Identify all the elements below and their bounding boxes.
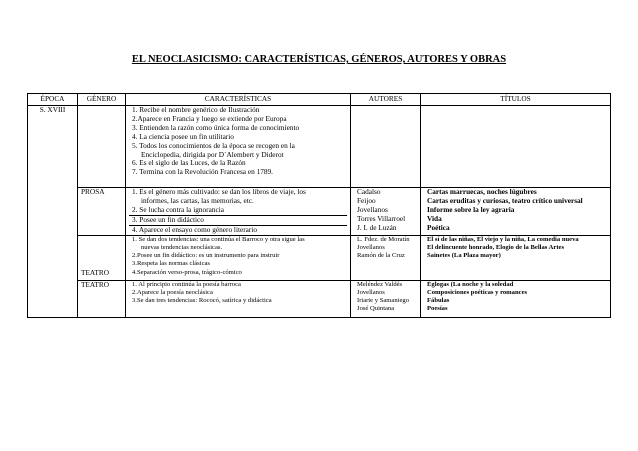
table-row — [28, 235, 611, 280]
work-title: El delincuente honrado, Elogio de la Bellas Artes — [427, 243, 565, 251]
characteristic-line: 6. Es el siglo de las Luces, de la Razón — [132, 159, 246, 168]
authors-cell — [351, 106, 421, 188]
author-name: Cadalso — [357, 188, 381, 196]
work-title: Cartas marruecas, noches lúgubres — [427, 188, 537, 196]
work-title: Églogas (La noche y la soledad — [427, 280, 514, 288]
characteristics-cell — [126, 235, 351, 280]
work-title: Cartas eruditas y curiosas, teatro crítico universal — [427, 196, 583, 205]
characteristic-line: 1. Se dan dos tendencias: una continúa el Barroco y otra sigue las — [132, 235, 305, 243]
author-name: Ramón de la Cruz — [357, 252, 405, 260]
author-name: Jovellanos — [357, 205, 388, 214]
author-name: J. I. de Luzán — [357, 223, 397, 232]
work-title: Informe sobre la ley agraria — [427, 205, 515, 214]
author-name: Feijoo — [357, 196, 376, 205]
genre-cell — [78, 106, 126, 188]
work-title: Poética — [427, 223, 450, 232]
characteristic-line: 2.Posee un fin didáctico: es un instrumento para instruir — [132, 252, 280, 260]
characteristic-line: 3.Respeta las normas clásicas — [132, 260, 211, 268]
characteristic-line: 2. Se lucha contra la ignorancia — [129, 206, 347, 216]
characteristic-line: Enciclopedia, dirigida por D´Alembert y Diderot — [141, 150, 284, 159]
work-title: Vida — [427, 214, 442, 223]
characteristic-line: informes, las cartas, las memorias, etc. — [141, 196, 254, 205]
author-name: L. Fdez. de Moratín — [357, 235, 410, 243]
characteristic-line: 3. Posee un fin didáctico — [129, 216, 347, 226]
genre-cell: PROSA — [78, 188, 126, 236]
characteristic-line: 4.Separación verso-prosa, trágico-cómico — [132, 268, 242, 276]
titles-cell — [421, 106, 611, 188]
characteristic-line: 3. Entienden la razón como única forma de conocimiento — [132, 123, 300, 132]
header-row — [28, 94, 611, 106]
page-title: EL NEOCLASICISMO: CARACTERÍSTICAS, GÉNEROS, AUTORES Y OBRAS — [131, 54, 507, 65]
header-caracteristicas: CARACTERÍSTICAS — [126, 94, 351, 106]
characteristic-line: 1. Es el género más cultivado: se dan los libros de viaje, los — [132, 188, 306, 196]
author-name: Jovellanos — [357, 288, 385, 296]
work-title: Fábulas — [427, 297, 450, 305]
epoch-cell: S. XVIII — [28, 106, 78, 318]
work-title: Sainetes (La Plaza mayor) — [427, 252, 501, 260]
authors-cell — [351, 188, 421, 236]
authors-cell — [351, 235, 421, 280]
header-autores: AUTORES — [351, 94, 421, 106]
characteristic-line: 7. Termina con la Revolución Francesa en 1789. — [132, 168, 273, 177]
authors-cell — [351, 280, 421, 317]
characteristic-line: 2.Aparece en Francia y luego se extiende por Europa — [132, 114, 287, 123]
work-title: Poesías — [427, 305, 448, 313]
author-name: Jovellanos — [357, 243, 385, 251]
characteristic-line: 1. Al principio continúa la poesía barroca — [132, 280, 241, 288]
genre-cell: TEATRO — [78, 280, 126, 317]
author-name: Meléndez Valdés — [357, 280, 403, 288]
titles-cell — [421, 235, 611, 280]
author-name: Iriarte y Samaniego — [357, 297, 409, 305]
genre-cell: TEATRO — [78, 235, 126, 280]
titles-cell — [421, 188, 611, 236]
characteristics-cell — [126, 280, 351, 317]
header-genero: GÉNERO — [78, 94, 126, 106]
author-name: José Quintana — [357, 305, 395, 313]
table-row — [28, 106, 611, 188]
titles-cell — [421, 280, 611, 317]
work-title: Composiciones poéticas y romances — [427, 288, 528, 296]
header-titulos: TÍTULOS — [421, 94, 611, 106]
neoclassicism-table — [27, 93, 611, 318]
characteristics-cell — [126, 106, 351, 188]
characteristic-line: 2.Aparece la poesía neoclásica — [132, 288, 213, 296]
table-row — [28, 280, 611, 317]
characteristic-line: nuevas tendencias neoclásicas. — [141, 243, 223, 251]
work-title: El sí de las niñas, El viejo y la niña, La comedia nueva — [427, 235, 579, 243]
characteristic-line: 5. Todos los conocimientos de la época se recogen en la — [132, 141, 295, 150]
characteristic-line: 3.Se dan tres tendencias: Rococó, satírica y didáctica — [132, 297, 272, 305]
characteristic-line: 1. Recibe el nombre genérico de Ilustración — [132, 106, 260, 114]
characteristic-line: 4. Aparece el ensayo como género literario — [132, 225, 258, 234]
characteristics-cell — [126, 188, 351, 236]
author-name: Torres Villarroel — [357, 214, 406, 223]
characteristic-line: 4. La ciencia posee un fin utilitario — [132, 132, 234, 141]
table-row — [28, 188, 611, 236]
header-epoca: ÉPOCA — [28, 94, 78, 106]
